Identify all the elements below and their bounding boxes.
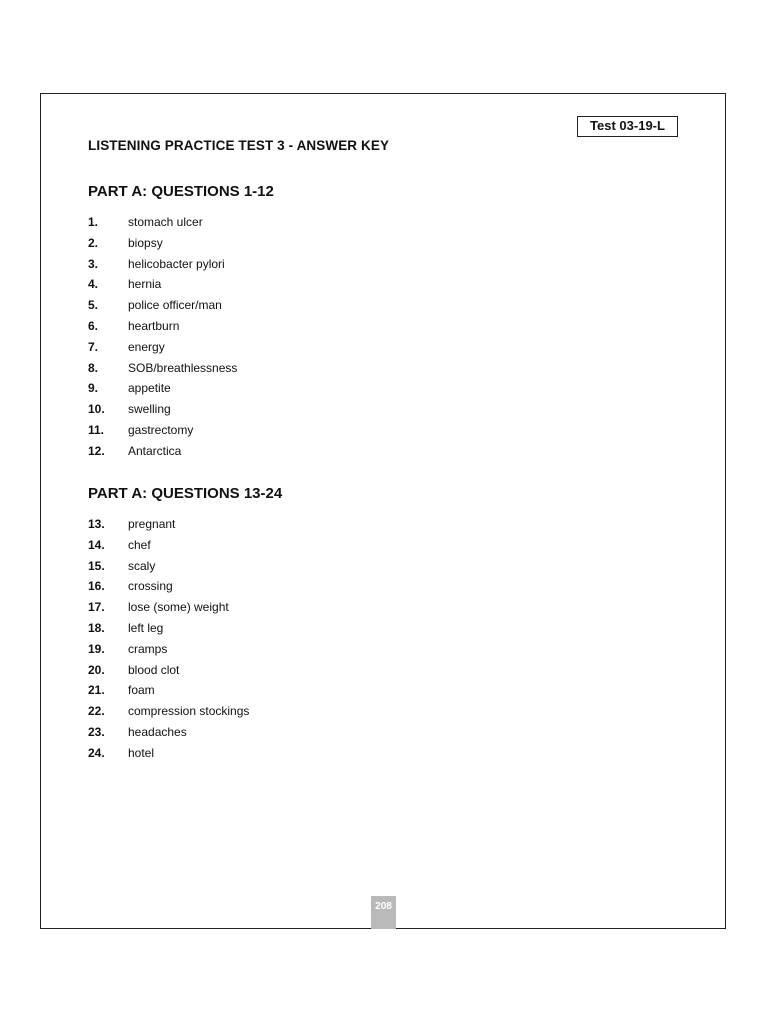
answer-number: 9. xyxy=(88,381,99,396)
answer-number: 16. xyxy=(88,579,105,594)
answer-number: 14. xyxy=(88,537,105,552)
answer-number: 6. xyxy=(88,318,99,333)
answer-number: 20. xyxy=(88,662,105,677)
answer-row xyxy=(88,358,688,379)
answer-row xyxy=(88,743,688,764)
answer-row xyxy=(88,420,688,441)
answer-list xyxy=(88,212,688,462)
answer-text: hotel xyxy=(128,745,155,760)
answer-text: headaches xyxy=(128,724,187,739)
answer-number: 12. xyxy=(88,443,105,458)
answer-text: scaly xyxy=(128,558,156,573)
answer-text: lose (some) weight xyxy=(128,600,229,615)
answer-row xyxy=(88,212,688,233)
answer-text: compression stockings xyxy=(128,704,250,719)
answer-number: 5. xyxy=(88,298,99,313)
answer-number: 3. xyxy=(88,256,99,271)
answer-number: 8. xyxy=(88,360,99,375)
answer-text: gastrectomy xyxy=(128,422,194,437)
answer-text: crossing xyxy=(128,579,173,594)
answer-text: stomach ulcer xyxy=(128,215,203,229)
answer-number: 11. xyxy=(88,422,105,437)
answer-list xyxy=(88,514,688,764)
answer-text: appetite xyxy=(128,381,171,396)
answer-number: 21. xyxy=(88,683,105,698)
answer-number: 22. xyxy=(88,704,105,719)
answer-row xyxy=(88,597,688,618)
section-heading: PART A: QUESTIONS 1-12 xyxy=(88,183,274,200)
answer-row xyxy=(88,556,688,577)
answer-text: police officer/man xyxy=(128,298,222,313)
document-title: LISTENING PRACTICE TEST 3 - ANSWER KEY xyxy=(88,138,390,153)
answer-row xyxy=(88,535,688,556)
answer-text: cramps xyxy=(128,641,168,656)
answer-text: SOB/breathlessness xyxy=(128,360,238,375)
answer-row xyxy=(88,722,688,743)
answer-row xyxy=(88,680,688,701)
answer-row xyxy=(88,274,688,295)
answer-row xyxy=(88,316,688,337)
answer-row xyxy=(88,233,688,254)
answer-number: 4. xyxy=(88,277,99,292)
answer-row xyxy=(88,639,688,660)
answer-number: 19. xyxy=(88,641,105,656)
answer-text: foam xyxy=(128,683,155,698)
answer-text: hernia xyxy=(128,277,162,292)
answer-number: 13. xyxy=(88,517,105,531)
answer-text: swelling xyxy=(128,402,171,417)
answer-row xyxy=(88,514,688,535)
answer-row xyxy=(88,441,688,462)
answer-text: Antarctica xyxy=(128,443,182,458)
answer-text: pregnant xyxy=(128,517,176,531)
answer-row xyxy=(88,254,688,275)
answer-text: biopsy xyxy=(128,235,163,250)
answer-number: 15. xyxy=(88,558,105,573)
answer-number: 24. xyxy=(88,745,105,760)
answer-number: 18. xyxy=(88,620,105,635)
section-part-a-13-24 xyxy=(88,484,688,764)
answer-number: 2. xyxy=(88,235,99,250)
section-part-a-1-12 xyxy=(88,182,688,462)
page-number-tab: 208 xyxy=(371,896,396,929)
answer-number: 17. xyxy=(88,600,105,615)
answer-text: chef xyxy=(128,537,151,552)
answer-text: helicobacter pylori xyxy=(128,256,225,271)
answer-row xyxy=(88,337,688,358)
answer-row xyxy=(88,295,688,316)
answer-text: blood clot xyxy=(128,662,180,677)
answer-text: energy xyxy=(128,339,165,354)
answer-row xyxy=(88,701,688,722)
answer-row xyxy=(88,660,688,681)
answer-row xyxy=(88,576,688,597)
answer-row xyxy=(88,378,688,399)
answer-text: heartburn xyxy=(128,318,180,333)
answer-number: 7. xyxy=(88,339,99,354)
section-heading: PART A: QUESTIONS 13-24 xyxy=(88,485,283,502)
answer-number: 10. xyxy=(88,402,105,417)
answer-text: left leg xyxy=(128,620,164,635)
answer-number: 1. xyxy=(88,215,99,229)
answer-number: 23. xyxy=(88,724,105,739)
answer-row xyxy=(88,399,688,420)
answer-row xyxy=(88,618,688,639)
test-code-box: Test 03-19-L xyxy=(577,116,678,137)
